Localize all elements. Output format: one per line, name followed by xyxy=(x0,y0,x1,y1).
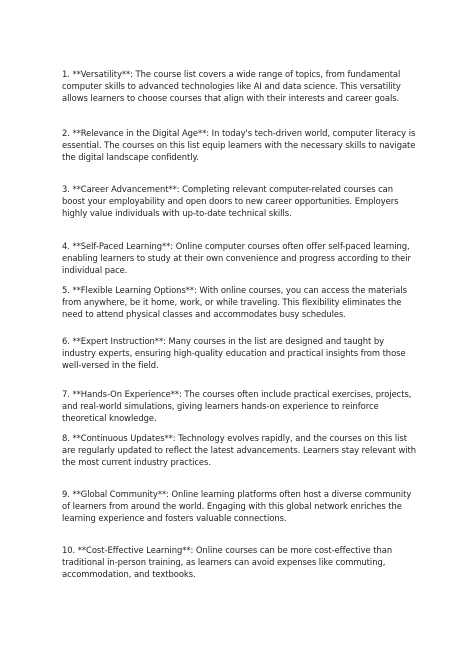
list-item-self-paced-learning: 4. **Self-Paced Learning**: Online computer courses often offer self-paced learning, enabling learners to study at their own convenience and progress according to their individual pace. xyxy=(62,241,411,276)
list-item-expert-instruction: 6. **Expert Instruction**: Many courses in the list are designed and taught by industry experts, ensuring high-quality education and practical insights from those well-versed in the field. xyxy=(62,336,406,371)
list-item-relevance: 2. **Relevance in the Digital Age**: In today's tech-driven world, computer literacy is essential. The courses on this list equip learners with the necessary skills to navigate the digital landscape confidently. xyxy=(62,128,416,163)
list-item-global-community: 9. **Global Community**: Online learning platforms often host a diverse community of learners from around the world. Engaging with this global network enriches the learning experience and fosters valuable connections. xyxy=(62,489,412,524)
list-item-hands-on-experience: 7. **Hands-On Experience**: The courses often include practical exercises, projects, and real-world simulations, giving learners hands-on experience to reinforce theoretical knowledge. xyxy=(62,389,412,424)
list-item-cost-effective-learning: 10. **Cost-Effective Learning**: Online courses can be more cost-effective than traditional in-person training, as learners can avoid expenses like commuting, accommodation, and textbooks. xyxy=(62,545,393,580)
list-item-continuous-updates: 8. **Continuous Updates**: Technology evolves rapidly, and the courses on this list are regularly updated to reflect the latest advancements. Learners stay relevant with the most current industry practices. xyxy=(62,433,417,468)
list-item-versatility: 1. **Versatility**: The course list covers a wide range of topics, from fundamental computer skills to advanced technologies like AI and data science. This versatility allows learners to choose courses that align with their interests and career goals. xyxy=(62,69,401,104)
list-item-career-advancement: 3. **Career Advancement**: Completing relevant computer-related courses can boost your employability and open doors to new career opportunities. Employers highly value individuals with up-to-date technical skills. xyxy=(62,184,399,219)
list-item-flexible-learning: 5. **Flexible Learning Options**: With online courses, you can access the materials from anywhere, be it home, work, or while traveling. This flexibility eliminates the need to attend physical classes and accommodates busy schedules. xyxy=(62,285,407,320)
